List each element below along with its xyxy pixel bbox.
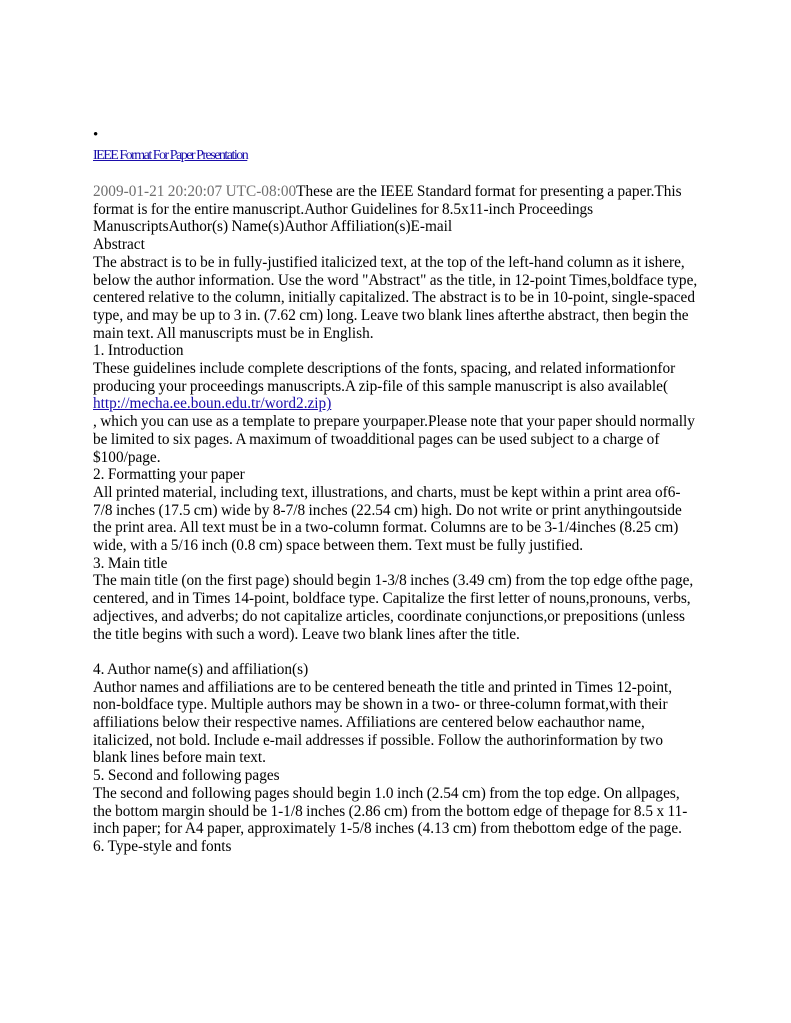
section-5-heading: 5. Second and following pages: [93, 767, 280, 785]
list-bullet: •: [93, 127, 99, 143]
intro-text: These are the IEEE Standard format for presenting a paper.This format is for the entire manuscript.Author Guidelines for 8.5x11-inch Proceedings ManuscriptsAuthor(s) Name(s)Author Affiliation(s)E-mail: [93, 183, 682, 236]
section-4-heading: 4. Author name(s) and affiliation(s): [93, 660, 309, 678]
section-3-text: The main title (on the first page) should begin 1-3/8 inches (3.49 cm) from the top edge ofthe page, centered, and in Times 14-point, boldface type. Capitalize the first letter of nouns,pronouns, verbs, adjectives, and adverbs; do not capitalize articles, coordinate conjunctions,or prepositions (unless the title begins with such a word). Leave two blank lines after the title.: [93, 572, 694, 643]
document-body: [93, 183, 699, 856]
post-timestamp: 2009-01-21 20:20:07 UTC-08:00: [93, 183, 297, 200]
document-title-link[interactable]: IEEE Format For Paper Presentation: [93, 148, 248, 163]
abstract-heading: Abstract: [93, 236, 145, 254]
section-4-text: Author names and affiliations are to be centered beneath the title and printed in Times 12-point, non-boldface type. Multiple authors may be shown in a two- or three-column format,with their affiliations below their respective names. Affiliations are centered below eachauthor name, italicized, not bold. Include e-mail addresses if possible. Follow the authorinformation by two blank lines before main text.: [93, 678, 673, 767]
section-2-text: All printed material, including text, illustrations, and charts, must be kept within a print area of6-7/8 inches (17.5 cm) wide by 8-7/8 inches (22.54 cm) high. Do not write or print anythingoutside the print area. All text must be in a two-column format. Columns are to be 3-1/4inches (8.25 cm) wide, with a 5/16 inch (0.8 cm) space between them. Text must be fully justified.: [93, 483, 682, 555]
document-page: [93, 127, 699, 856]
section-5-text: The second and following pages should begin 1.0 inch (2.54 cm) from the top edge. On allpages, the bottom margin should be 1-1/8 inches (2.86 cm) from the bottom edge of thepage for 8.5 x 11-inch paper; for A4 paper, approximately 1-5/8 inches (4.13 cm) from thebottom edge of the page.: [93, 784, 688, 838]
section-1-heading: 1. Introduction: [93, 342, 184, 360]
blank-line: [93, 643, 699, 661]
section-3-heading: 3. Main title: [93, 554, 168, 572]
section-6-heading: 6. Type-style and fonts: [93, 838, 232, 855]
abstract-text: The abstract is to be in fully-justified italicized text, at the top of the left-hand column as it ishere, below the author information. Use the word "Abstract" as the title, in 12-point Times,boldface type, centered relative to the column, initially capitalized. The abstract is to be in 10-point, single-spaced type, and may be up to 3 in. (7.62 cm) long. Leave two blank lines afterthe abstract, then begin the main text. All manuscripts must be in English.: [93, 253, 698, 342]
section-2-heading: 2. Formatting your paper: [93, 466, 245, 484]
section-1-text-a: These guidelines include complete descriptions of the fonts, spacing, and related informationfor producing your proceedings manuscripts.A zip-file of this sample manuscript is also available(: [93, 360, 676, 395]
section-1-text-b: , which you can use as a template to prepare yourpaper.Please note that your paper should normally be limited to six pages. A maximum of twoadditional pages can be used subject to a charge of $100/page.: [93, 413, 695, 466]
sample-zip-link[interactable]: http://mecha.ee.boun.edu.tr/word2.zip): [93, 395, 332, 413]
